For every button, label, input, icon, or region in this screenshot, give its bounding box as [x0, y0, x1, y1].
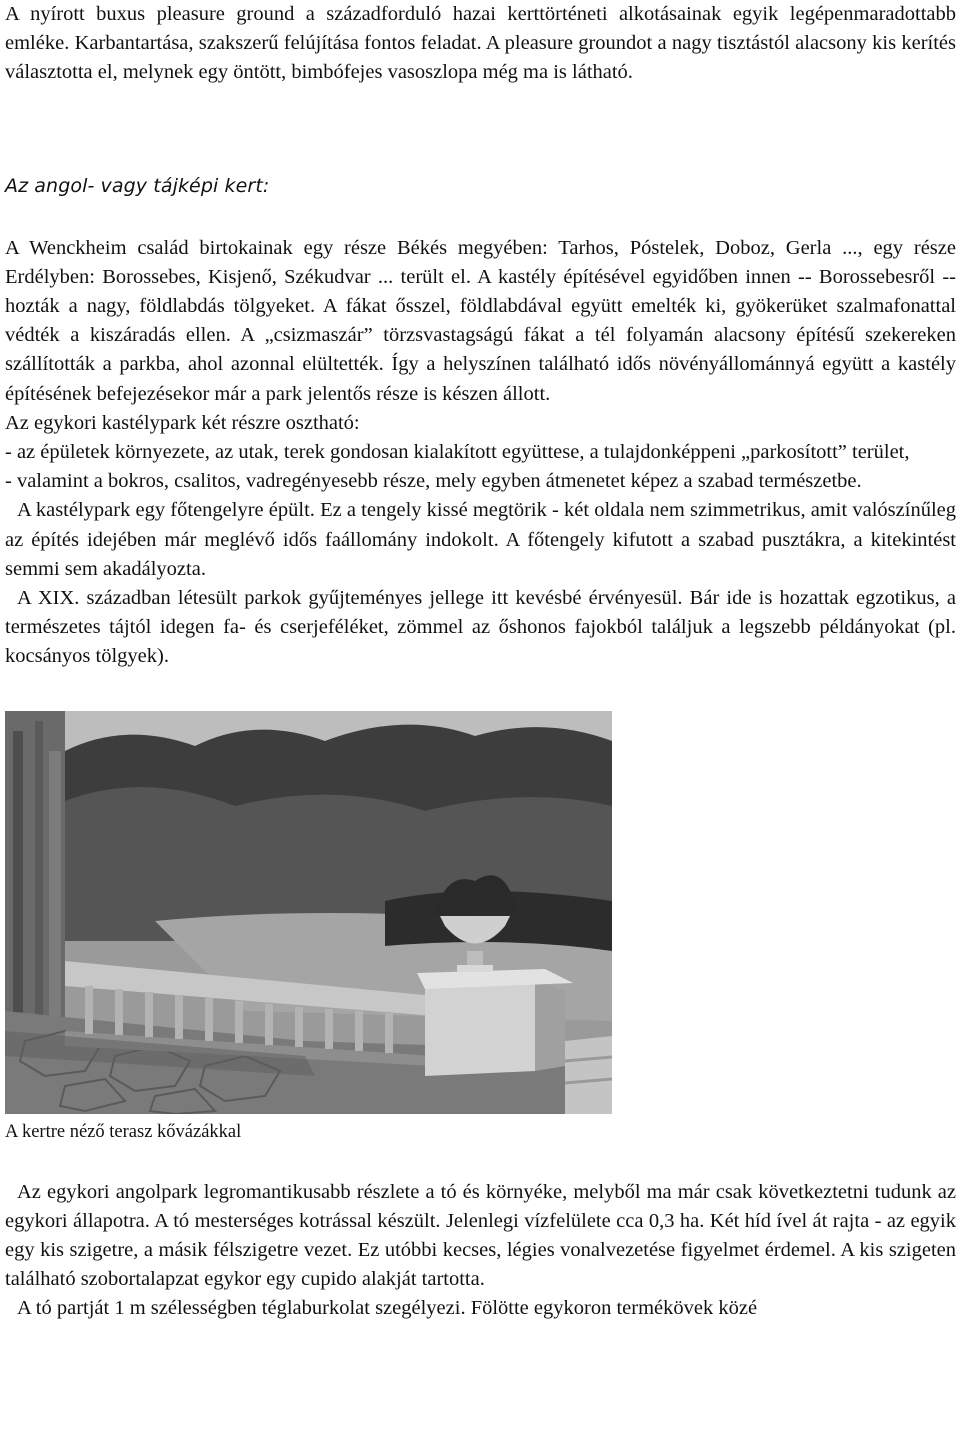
- paragraph-two-parts: Az egykori kastélypark két részre osztható:: [5, 411, 360, 434]
- list-item-built-area: - az épületek környezete, az utak, terek gondosan kialakított együttese, a tulajdonképpeni „parkosított” terület,: [5, 441, 910, 464]
- figure-caption: A kertre néző terasz kővázákkal: [5, 1121, 242, 1142]
- paragraph-wenckheim: A Wenckheim család birtokainak egy része Békés megyében: Tarhos, Póstelek, Doboz, Gerla ..., egy része Erdélyben: Borossebes, Kisjenő, Székudvar ... terült el. A kastély építésével egyidőben innen -- Borossebesről -- hozták a nagy, földlabdás tölgyeket. A fákat ősszel, földlabdával együtt emelték ki, gyökerüket szalmafonattal védték a kiszáradás ellen. A „csizmaszár” törzsvastagságú fákat a tél folyamán alacsony építésű szekereken szállították a parkba, ahol azonnal elültették. Így a helyszínen található idős növényállománnyá együtt a kastély építésének befejezésekor már a park jelentős része is készen állott.: [5, 236, 956, 405]
- terrace-photo: [5, 711, 612, 1114]
- paragraph-shore: A tó partját 1 m szélességben téglaburkolat szegélyezi. Fölötte egykoron termékövek közé: [17, 1297, 758, 1320]
- section-heading: Az angol- vagy tájképi kert:: [5, 174, 270, 197]
- document-page: [5, 0, 956, 1324]
- paragraph-pond: Az egykori angolpark legromantikusabb részlete a tó és környéke, melyből ma már csak következtetni tudunk az egykori állapotra. A tó mesterséges kotrással készült. Jelenlegi vízfelülete cca 0,3 ha. Két híd ível át rajta - az egyik egy kis szigetre, a másik félszigetre vezet. Ez utóbbi kecses, légies vonalvezetése figyelmet érdemel. A kis szigeten található szobortalapzat egykor egy cupido alakját tartotta.: [5, 1180, 956, 1291]
- paragraph-19th-century: A XIX. században létesült parkok gyűjteményes jellege itt kevésbé érvényesül. Bár ide is hozattak egzotikus, a természetes tájtól idegen fa- és cserjeféléket, zömmel az őshonos fajokból találjuk a legszebb példányokat (pl. kocsányos tölgyek).: [5, 587, 956, 668]
- paragraph-main-axis: A kastélypark egy főtengelyre épült. Ez a tengely kissé megtörik - két oldala nem szimmetrikus, amit valószínűleg az építés idejében már meglévő idős faállomány indokolt. A főtengely kifutott a szabad pusztákra, a kitekintést semmi sem akadályozta.: [5, 499, 956, 580]
- list-item-wild-area: - valamint a bokros, csalitos, vadregényesebb része, mely egyben átmenetet képez a szabad természetbe.: [5, 470, 862, 493]
- intro-paragraph: A nyírott buxus pleasure ground a századforduló hazai kerttörténeti alkotásainak egyik legépenmaradottabb emléke. Karbantartása, szakszerű felújítása fontos feladat. A pleasure groundot a nagy tisztástól alacsony kis kerítés választotta el, melynek egy öntött, bimbófejes vasoszlopa még ma is látható.: [5, 3, 956, 84]
